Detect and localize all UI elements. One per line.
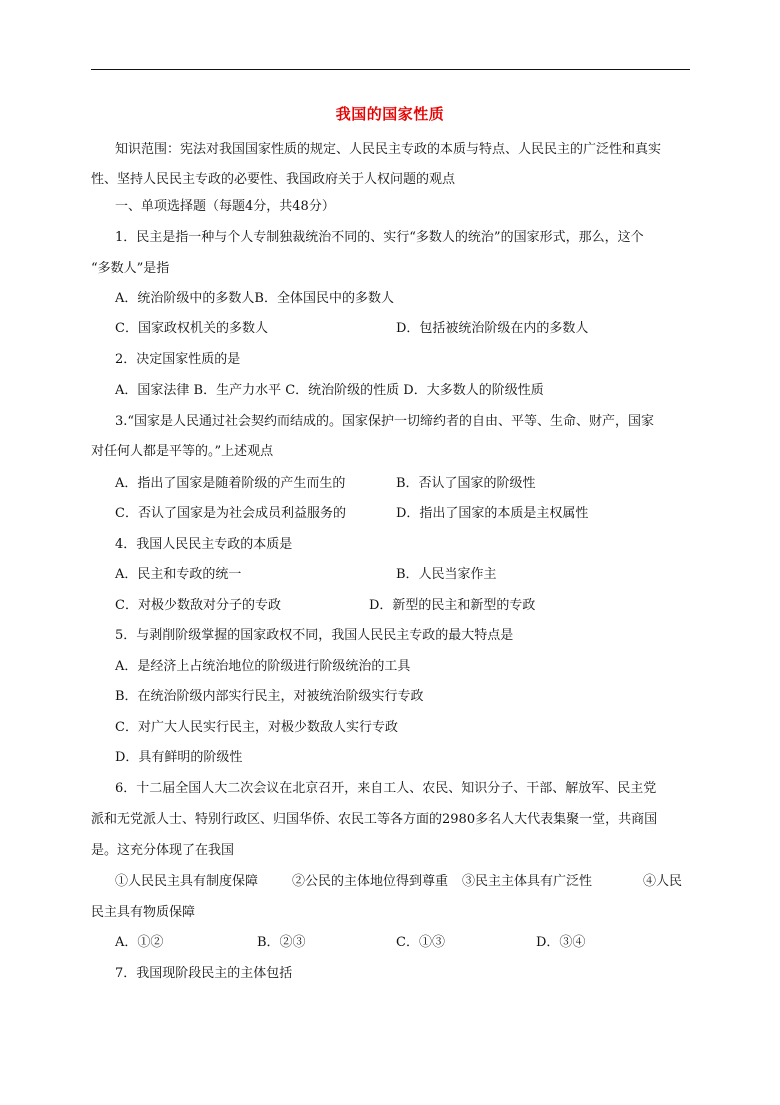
question-6-stem-1: 6．十二届全国人大二次会议在北京召开，来自工人、农民、知识分子、干部、解放军、民主党 xyxy=(115,781,657,796)
question-1-option-ab: A．统治阶级中的多数人B．全体国民中的多数人 xyxy=(115,291,394,306)
question-5-option-b: B．在统治阶级内部实行民主，对被统治阶级实行专政 xyxy=(115,689,424,704)
section-heading: 一、单项选择题（每题4分，共48分） xyxy=(115,199,335,214)
question-6-statement-4-cont: 民主具有物质保障 xyxy=(91,905,196,920)
question-6-statement-3: ③民主主体具有广泛性 xyxy=(462,874,593,889)
scope-line-1: 知识范围：宪法对我国国家性质的规定、人民民主专政的本质与特点、人民民主的广泛性和真实 xyxy=(115,142,662,157)
question-4-option-c: C．对极少数敌对分子的专政 xyxy=(115,598,281,613)
question-5-option-d: D．具有鲜明的阶级性 xyxy=(115,750,243,765)
question-5-stem: 5．与剥削阶级掌握的国家政权不同，我国人民民主专政的最大特点是 xyxy=(115,628,514,643)
question-7-stem: 7．我国现阶段民主的主体包括 xyxy=(115,966,293,981)
question-6-statement-4: ④人民 xyxy=(643,874,683,889)
question-1-option-c: C．国家政权机关的多数人 xyxy=(115,321,268,336)
question-3-stem-2: 对任何人都是平等的。”上述观点 xyxy=(91,444,274,459)
question-6-statement-1: ①人民民主具有制度保障 xyxy=(115,874,259,889)
question-5-option-c: C．对广大人民实行民主，对极少数敌人实行专政 xyxy=(115,720,398,735)
header-rule xyxy=(91,69,690,70)
question-4-option-b: B．人民当家作主 xyxy=(396,567,497,582)
question-4-option-a: A．民主和专政的统一 xyxy=(115,567,242,582)
question-1-option-d: D．包括被统治阶级在内的多数人 xyxy=(396,321,589,336)
question-1-stem-1: 1．民主是指一种与个人专制独裁统治不同的、实行“多数人的统治”的国家形式，那么，这个 xyxy=(115,230,644,245)
question-3-option-b: B．否认了国家的阶级性 xyxy=(396,476,536,491)
question-6-stem-2: 派和无党派人士、特别行政区、归国华侨、农民工等各方面的2980多名人大代表集聚一堂，共商国 xyxy=(91,812,658,827)
question-6-statement-2: ②公民的主体地位得到尊重 xyxy=(292,874,449,889)
question-4-option-d: D．新型的民主和新型的专政 xyxy=(369,598,536,613)
question-4-stem: 4．我国人民民主专政的本质是 xyxy=(115,537,293,552)
document-title: 我国的国家性质 xyxy=(335,105,445,123)
question-3-option-d: D．指出了国家的本质是主权属性 xyxy=(396,506,589,521)
question-6-stem-3: 是。这充分体现了在我国 xyxy=(91,843,235,858)
question-2-options: A．国家法律 B．生产力水平 C．统治阶级的性质 D．大多数人的阶级性质 xyxy=(115,383,544,398)
question-6-option-d: D．③④ xyxy=(536,935,586,950)
question-3-option-c: C．否认了国家是为社会成员利益服务的 xyxy=(115,506,346,521)
question-6-option-a: A．①② xyxy=(115,935,164,950)
question-2-stem: 2．决定国家性质的是 xyxy=(115,352,241,367)
question-6-option-b: B．②③ xyxy=(257,935,306,950)
question-6-option-c: C．①③ xyxy=(396,935,445,950)
question-5-option-a: A．是经济上占统治地位的阶级进行阶级统治的工具 xyxy=(115,659,411,674)
question-1-stem-2: “多数人”是指 xyxy=(91,261,170,276)
question-3-stem-1: 3.“国家是人民通过社会契约而结成的。国家保护一切缔约者的自由、平等、生命、财产，国家 xyxy=(115,414,655,429)
scope-line-2: 性、坚持人民民主专政的必要性、我国政府关于人权问题的观点 xyxy=(91,172,456,187)
question-3-option-a: A．指出了国家是随着阶级的产生而生的 xyxy=(115,476,346,491)
